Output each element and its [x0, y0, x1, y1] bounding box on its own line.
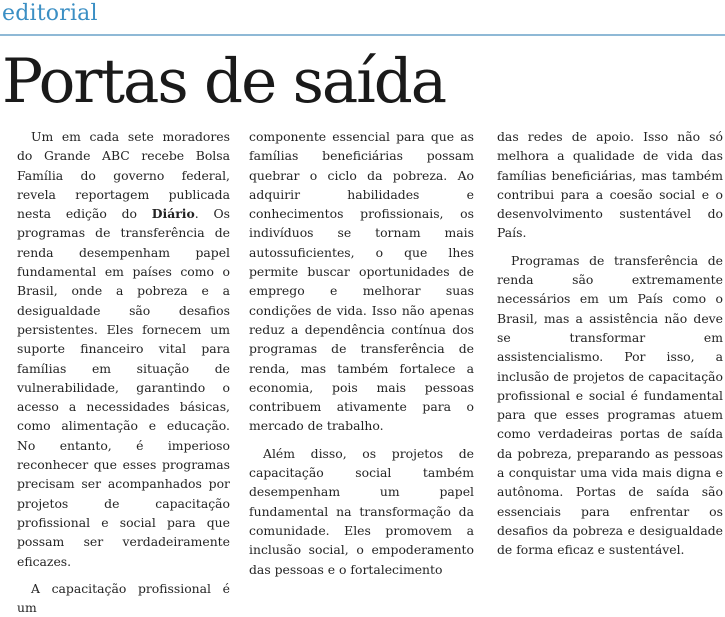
paragraph [249, 127, 474, 436]
paragraph [497, 251, 723, 560]
text-run: das redes de apoio. Isso não só melhora a qualidade de vida das famílias beneficiárias, mas também contribui para a coesão social e o desenvolvimento sustentável do País. [497, 129, 723, 241]
text-run: Além disso, os projetos de capacitação social também desempenham um papel fundamental na transformação da comunidade. Eles promovem a inclusão social, o empoderamento das pessoas e o fortalecimento [249, 445, 474, 577]
text-run: componente essencial para que as famílias beneficiárias possam quebrar o ciclo da pobreza. Ao adquirir habilidades e conhecimentos profissionais, os indivíduos se tornam mais autossuficientes, o que lhes permite buscar oportunidades de emprego e melhorar suas condições de vida. Isso não apenas reduz a dependência contínua dos programas de transferência de renda, mas também fortalece a economia, pois mais pessoas contribuem ativamente para o mercado de trabalho. [249, 129, 474, 434]
article-column-3 [497, 127, 723, 560]
text-run: A capacitação profissional é um [17, 580, 230, 616]
section-divider [0, 34, 725, 36]
article-column-2 [249, 127, 474, 579]
headline: Portas de saída [2, 46, 446, 117]
text-run: . Os programas de transferência de renda desempenham papel fundamental em países como o Brasil, onde a pobreza e a desigualdade são desafios persistentes. Eles fornecem um suporte financeiro vital para famílias em situação de vulnerabilidade, garantindo o acesso a necessidades básicas, como alimentação e educação. No entanto, é imperioso reconhecer que esses programas precisam ser acompanhados por projetos de capacitação profissional e social para que possam ser verdadeiramente eficazes. [17, 206, 230, 569]
paragraph [249, 444, 474, 579]
paragraph [17, 579, 230, 617]
paragraph [497, 127, 723, 243]
paragraph [17, 127, 230, 571]
article-column-1 [17, 127, 230, 617]
section-label: editorial [2, 1, 98, 26]
bold-text: Diário [151, 206, 195, 222]
text-run: Um em cada sete moradores do Grande ABC recebe Bolsa Família do governo federal, revela reportagem publicada nesta edição do [17, 129, 230, 222]
text-run: Programas de transferência de renda são extremamente necessários em um País como o Brasil, mas a assistência não deve se transformar em assistencialismo. Por isso, a inclusão de projetos de capacitação profissional e social é fundamental para que esses programas atuem como verdadeiras portas de saída da pobreza, preparando as pessoas a conquistar uma vida mais digna e autônoma. Portas de saída são essenciais para enfrentar os desafios da pobreza e desigualdade de forma eficaz e sustentável. [497, 252, 723, 558]
